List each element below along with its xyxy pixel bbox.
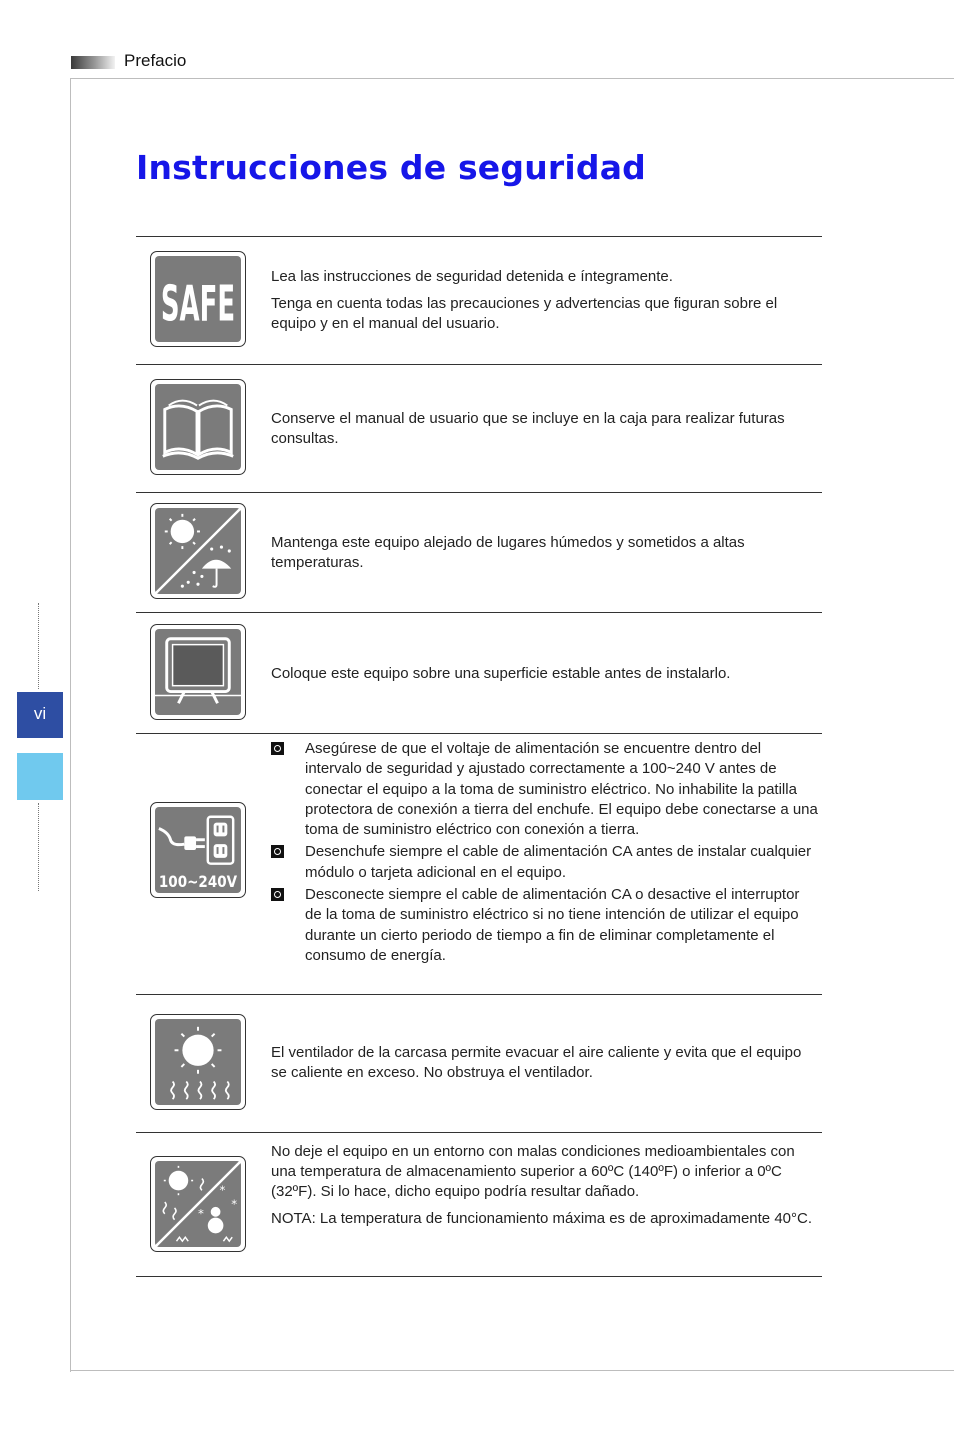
svg-text:*: * [219, 1183, 226, 1198]
safe-paragraph-1: Lea las instrucciones de seguridad detenida e íntegramente. [271, 268, 673, 285]
svg-text:*: * [231, 1196, 238, 1211]
svg-text:*: * [198, 1206, 204, 1221]
divider [136, 492, 822, 493]
page-title: Instrucciones de seguridad [136, 148, 646, 187]
power-bullet-list [271, 739, 819, 966]
manual-text [271, 409, 819, 449]
safe-paragraph-2: Tenga en cuenta todas las precauciones y advertencias que figuran sobre el equipo y en el manual del usuario. [271, 295, 778, 332]
monitor-icon [150, 624, 246, 720]
book-icon [150, 379, 246, 475]
page-number-tab: vi [17, 692, 63, 738]
bullet-icon [271, 888, 284, 901]
humidity-paragraph: Mantenga este equipo alejado de lugares húmedos y sometidos a altas temperaturas. [271, 534, 745, 571]
temperature-text [271, 1142, 819, 1229]
sun-rain-icon [150, 503, 246, 599]
side-dotted-line-top [38, 603, 39, 689]
bullet-icon [271, 742, 284, 755]
stable-text [271, 664, 819, 684]
temperature-paragraph: No deje el equipo en un entorno con malas condiciones medioambientales con una temperatura de almacenamiento superior a 60ºC (140ºF) o inferior a 0ºC (32ºF). Si lo hace, dicho equipo podría resultar dañado. [271, 1143, 795, 1200]
frame-top-line [70, 78, 954, 79]
fan-text [271, 1043, 819, 1083]
bullet-text: Desenchufe siempre el cable de alimentación CA antes de instalar cualquier módulo o tarjeta adicional en el equipo. [305, 843, 812, 881]
list-item [271, 885, 819, 966]
list-item [271, 739, 819, 840]
divider [136, 994, 822, 995]
side-dotted-line-bottom [38, 803, 39, 891]
safe-instructions-text [271, 267, 819, 334]
note-label: NOTA [271, 1210, 312, 1227]
bullet-text: Asegúrese de que el voltaje de alimentación se encuentre dentro del intervalo de seguridad y ajustado correctamente a 100~240 V antes de conectar el equipo a la toma de suministro eléctrico. No inhabilite la patilla protectora de conexión a tierra del enchufe. El equipo debe conectarse a una toma de suministro eléctrico con conexión a tierra. [305, 740, 818, 839]
voltage-label: 100~240V [158, 872, 238, 892]
list-item [271, 842, 819, 883]
divider [136, 612, 822, 613]
manual-paragraph: Conserve el manual de usuario que se incluye en la caja para realizar futuras consultas. [271, 410, 785, 447]
heat-sun-icon [150, 1014, 246, 1110]
temperature-icon [150, 1156, 246, 1252]
safe-icon [150, 251, 246, 347]
divider [136, 364, 822, 365]
header-gradient-bar [71, 56, 115, 69]
note-text: : La temperatura de funcionamiento máxima es de aproximadamente 40°C. [311, 1210, 812, 1227]
divider [136, 1132, 822, 1133]
divider [136, 236, 822, 237]
temperature-note [271, 1209, 819, 1229]
humidity-text [271, 533, 819, 573]
section-header: Prefacio [124, 51, 187, 70]
frame-left-line [70, 78, 71, 1372]
divider [136, 733, 822, 734]
frame-bottom-line [70, 1370, 954, 1371]
fan-paragraph: El ventilador de la carcasa permite evacuar el aire caliente y evita que el equipo se caliente en exceso. No obstruya el ventilador. [271, 1044, 802, 1081]
stable-paragraph: Coloque este equipo sobre una superficie estable antes de instalarlo. [271, 665, 731, 682]
bullet-icon [271, 845, 284, 858]
safe-icon-label: SAFE [160, 275, 236, 333]
divider [136, 1276, 822, 1277]
power-plug-icon [150, 802, 246, 898]
bullet-text: Desconecte siempre el cable de alimentación CA o desactive el interruptor de la toma de suministro eléctrico si no tiene intención de utilizar el equipo durante un cierto periodo de tiempo a fin de eliminar completamente el consumo de energía. [305, 886, 800, 964]
page-tab-accent [17, 753, 63, 800]
